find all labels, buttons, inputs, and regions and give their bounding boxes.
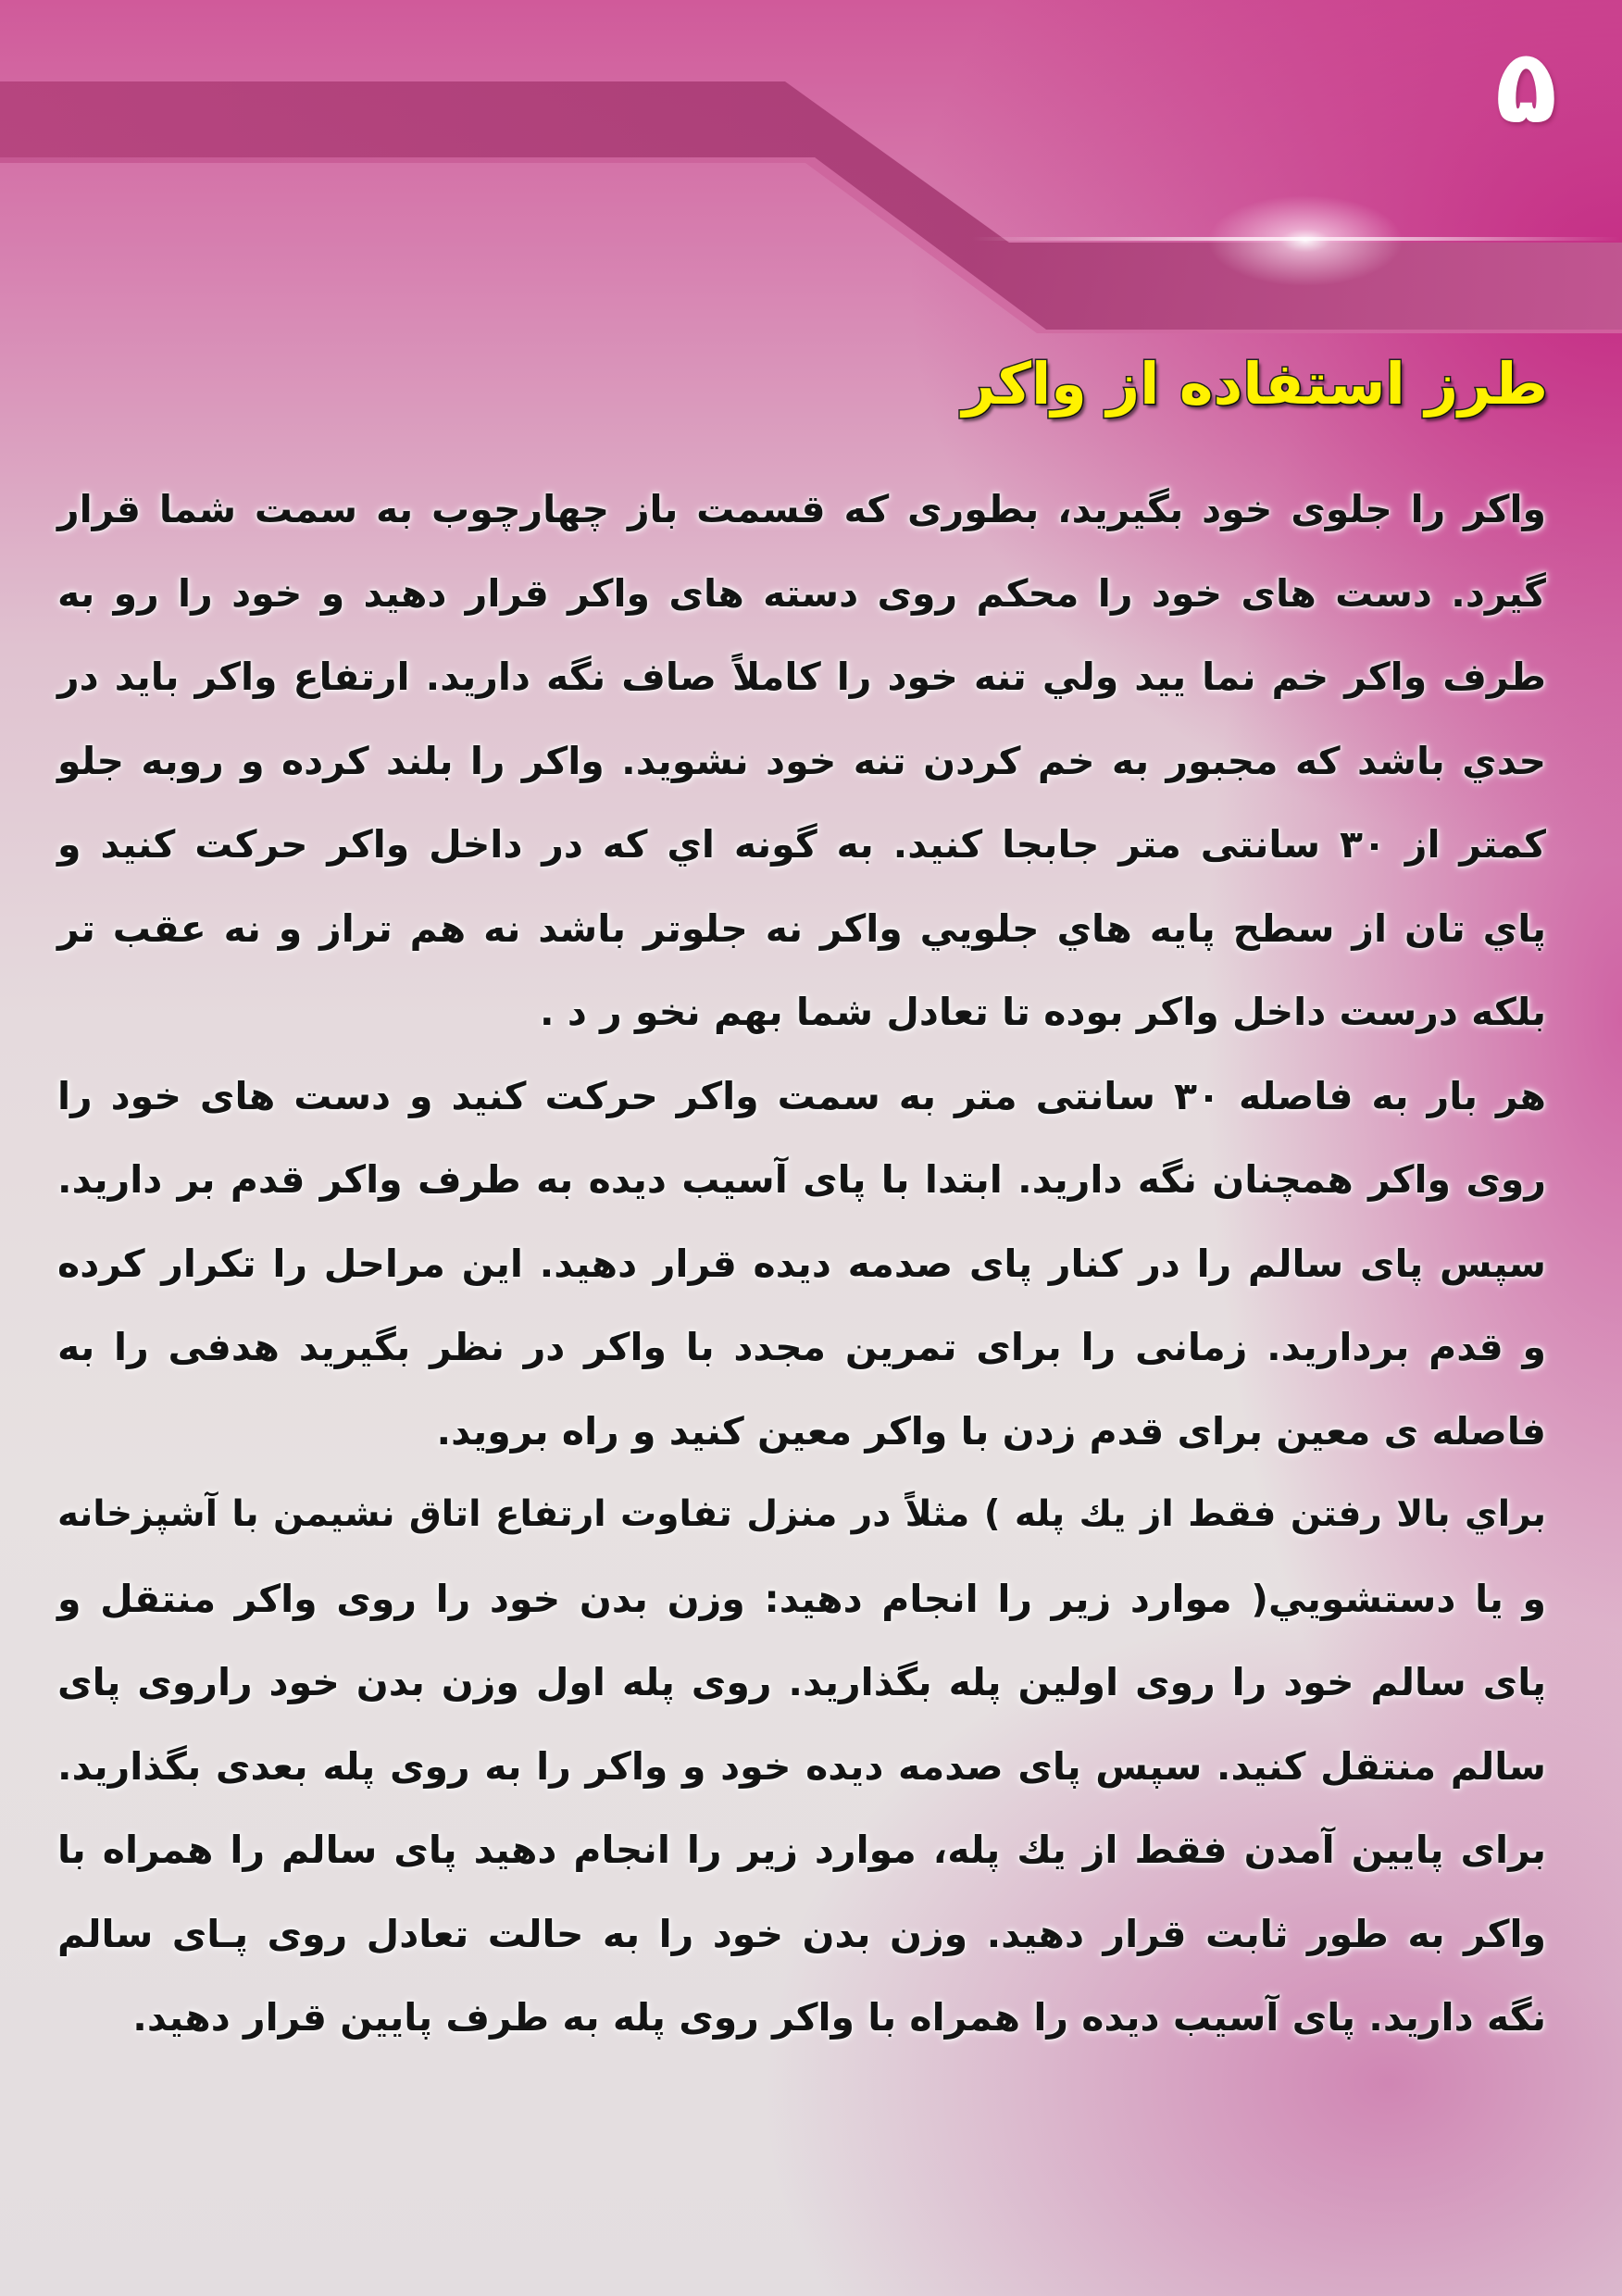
lens-flare [1167,167,1444,315]
text-line: و یا دستشويي( موارد زیر را انجام دهید: وزن بدن خود را روی واکر منتقل و [57,1576,1546,1621]
text-line: و قدم بردارید. زمانی را برای تمرین مجدد با واکر در نظر بگیرید هدفی را به [57,1325,1546,1369]
text-line: واکر به طور ثابت قرار دهید. وزن بدن خود را به حالت تعادل روی پـای سالم [57,1911,1546,1956]
text-line: کمتر از ۳۰ سانتی متر جابجا کنید. به گونه اي که در داخل واکر حرکت کنید و [57,822,1547,867]
text-line: براي بالا رفتن فقط از يك پله ) مثلاً در منزل تفاوت ارتفاع اتاق نشیمن با آشپزخانه [57,1493,1546,1535]
text-line: طرف واکر خم نما یید ولي تنه خود را کاملاً صاف نگه دارید. ارتفاع واکر باید در [57,655,1546,699]
text-line: پاي تان از سطح پایه هاي جلویي واکر نه جلوتر باشد نه هم تراز و نه عقب تر [57,905,1546,951]
text-line: بلکه درست داخل واکر بوده تا تعادل شما بهم نخو ر د . [540,990,1546,1034]
text-line: نگه دارید. پای آسیب دیده را همراه با واکر روی پله به طرف پایین قرار دهید. [132,1995,1546,2040]
text-line: فاصله ی معین برای قدم زدن با واکر معین کنید و راه بروید. [436,1408,1546,1454]
text-line: سپس پای سالم را در کنار پای صدمه دیده قرار دهید. این مراحل را تکرار کرده [57,1241,1546,1286]
text-line: روی واکر همچنان نگه دارید. ابتدا با پای آسیب دیده به طرف واکر قدم بر دارید. [57,1157,1546,1202]
text-line: برای پایین آمدن فقط از يك پله، موارد زیر را انجام دهید پای سالم را همراه با [57,1828,1546,1872]
text-line: گیرد. دست های خود را محکم روی دسته های واکر قرار دهید و خود را رو به [57,570,1546,616]
page-number: ۵ [1494,27,1557,145]
text-line: واکر را جلوی خود بگیرید، بطوری که قسمت باز چهارچوب به سمت شما قرار [57,487,1546,531]
text-line: سالم منتقل کنید. سپس پای صدمه دیده خود و واکر را به روی پله بعدی بگذارید. [57,1743,1546,1789]
text-line: پای سالم خود را روی اولین پله بگذارید. روی پله اول وزن بدن خود راروی پای [57,1660,1546,1704]
page-title: طرز استفاده از واکر [962,350,1548,418]
text-line: هر بار به فاصله ۳۰ سانتی متر به سمت واکر حرکت کنید و دست های خود را [57,1073,1546,1118]
text-line: حدي باشد که مجبور به خم کردن تنه خود نشوید. واکر را بلند کرده و روبه جلو [57,738,1546,783]
article-body [57,468,1546,2060]
